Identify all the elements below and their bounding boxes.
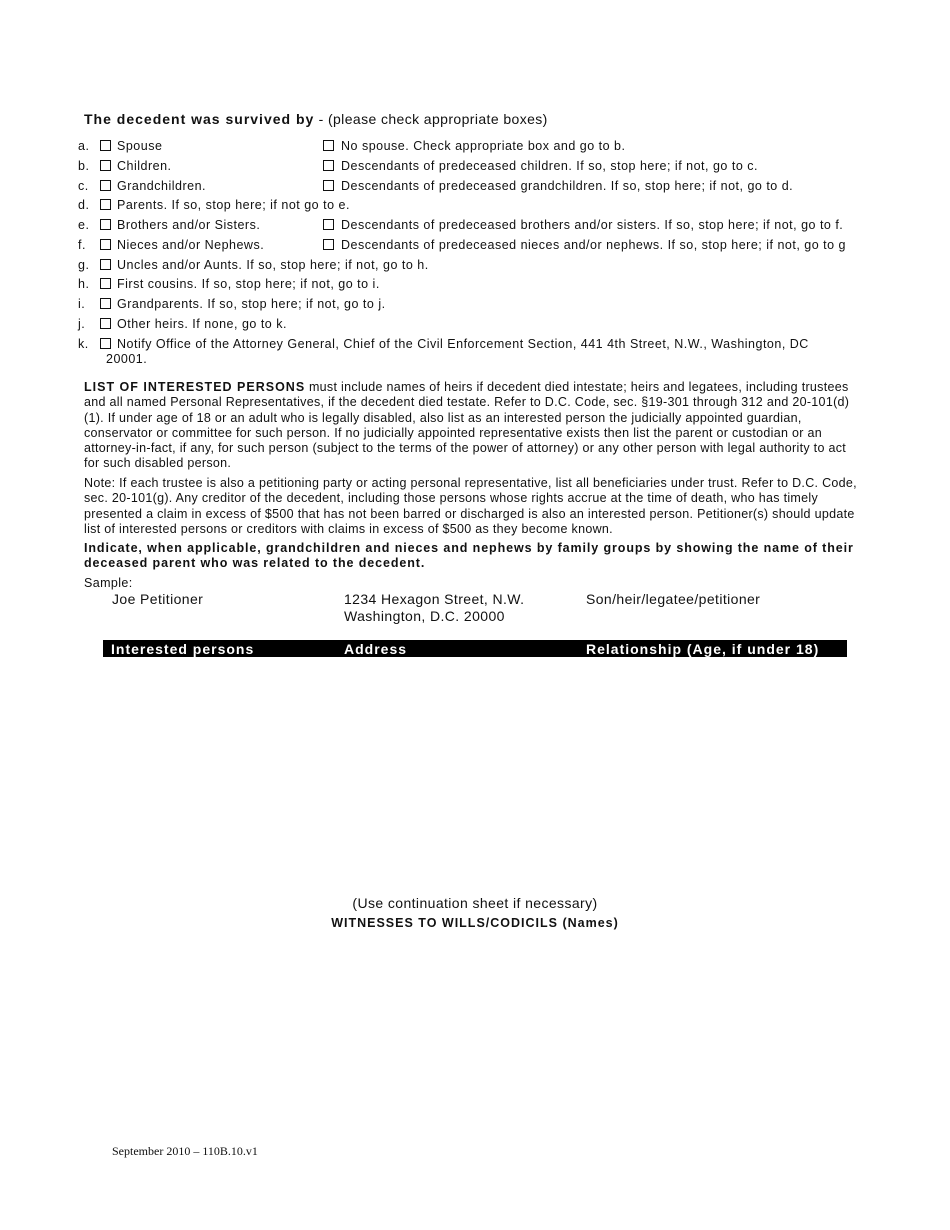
row-left-text: Spouse [117,139,163,153]
row-right-text: Descendants of predeceased children. If so, stop here; if not, go to c. [341,159,758,173]
row-left-text: Brothers and/or Sisters. [117,218,261,232]
interested-persons-table-header [103,640,847,657]
row-label: e. [78,218,90,232]
siblings-checkbox[interactable] [100,219,111,230]
survived-heading-rest: - (please check appropriate boxes) [314,111,548,127]
row-right-text: Descendants of predeceased brothers and/or sisters. If so, stop here; if not, go to f. [341,218,844,232]
row-k-continuation [0,352,950,370]
row-e [0,218,950,236]
row-b [0,159,950,177]
row-left-text: Grandchildren. [117,179,206,193]
header-address: Address [344,641,408,657]
row-left-text: Children. [117,159,172,173]
row-label: b. [78,159,90,173]
survived-heading [84,111,548,127]
trustee-note: Note: If each trustee is also a petitioning party or acting personal representative, list all beneficiaries under trust. Refer to D.C. Code, sec. 20-101(g). Any creditor of the decedent, including those persons whose rights accrue at the time of death, who has timely presented a claim in excess of $500 that has not been barred or discharged is also an interested person. Petitioner(s) should update list of interested persons or creditors with claims in excess of $500 as they become known. [84,476,857,536]
row-left-text: First cousins. If so, stop here; if not, go to i. [117,277,380,291]
row-i [0,297,950,315]
interested-persons-lead: LIST OF INTERESTED PERSONS [84,380,306,394]
row-label: k. [78,337,89,351]
row-f [0,238,950,256]
first-cousins-checkbox[interactable] [100,278,111,289]
row-d [0,198,950,216]
no-spouse-checkbox[interactable] [323,140,334,151]
descendants-children-checkbox[interactable] [323,160,334,171]
row-continuation-text: 20001. [106,352,148,366]
other-heirs-checkbox[interactable] [100,318,111,329]
nieces-nephews-checkbox[interactable] [100,239,111,250]
row-a [0,139,950,157]
witnesses-heading: WITNESSES TO WILLS/CODICILS (Names) [331,916,619,930]
row-label: j. [78,317,86,331]
descendants-grandchildren-checkbox[interactable] [323,180,334,191]
row-j [0,317,950,335]
row-label: c. [78,179,89,193]
row-g [0,258,950,276]
continuation-note: (Use continuation sheet if necessary) [352,895,598,911]
parents-checkbox[interactable] [100,199,111,210]
row-c [0,179,950,197]
row-left-text: Parents. If so, stop here; if not go to e. [117,198,350,212]
grandparents-checkbox[interactable] [100,298,111,309]
notify-attorney-general-checkbox[interactable] [100,338,111,349]
row-label: f. [78,238,86,252]
header-interested-persons: Interested persons [111,641,255,657]
descendants-siblings-checkbox[interactable] [323,219,334,230]
sample-address-line1: 1234 Hexagon Street, N.W. [344,591,525,607]
sample-address-line2: Washington, D.C. 20000 [344,608,505,624]
header-relationship: Relationship (Age, if under 18) [586,641,820,657]
row-h [0,277,950,295]
children-checkbox[interactable] [100,160,111,171]
row-right-text: Descendants of predeceased nieces and/or nephews. If so, stop here; if not, go to g [341,238,846,252]
sample-label: Sample: [84,576,133,590]
row-left-text: Notify Office of the Attorney General, Chief of the Civil Enforcement Section, 441 4th Street, N.W., Washington, DC [117,337,809,351]
row-right-text: No spouse. Check appropriate box and go to b. [341,139,626,153]
sample-relationship: Son/heir/legatee/petitioner [586,591,761,607]
row-label: i. [78,297,86,311]
interested-persons-instructions [84,380,864,472]
row-label: h. [78,277,90,291]
form-version-footer: September 2010 – 110B.10.v1 [112,1144,258,1158]
row-left-text: Other heirs. If none, go to k. [117,317,287,331]
interested-persons-text: must include names of heirs if decedent died intestate; heirs and legatees, including trustees and all named Personal Representatives, if the decedent died testate. Refer to D.C. Code, sec. §19-301 through 312 and 20-101(d)(1). If under age of 18 or an adult who is legally disabled, also list as an interested person the judicially appointed guardian, conservator or committee for such person. If no judicially appointed representative exists then list the parent or custodian or an attorney-in-fact, if any, for such person (subject to the terms of the power of attorney) or any other person with legal authority to act for such disabled person. [84,380,850,471]
grandchildren-checkbox[interactable] [100,180,111,191]
row-right-text: Descendants of predeceased grandchildren. If so, stop here; if not, go to d. [341,179,794,193]
sample-name: Joe Petitioner [112,591,204,607]
uncles-aunts-checkbox[interactable] [100,259,111,270]
row-label: d. [78,198,90,212]
row-label: g. [78,258,90,272]
row-left-text: Grandparents. If so, stop here; if not, go to j. [117,297,386,311]
row-label: a. [78,139,90,153]
descendants-nieces-nephews-checkbox[interactable] [323,239,334,250]
survived-heading-bold: The decedent was survived by [84,111,315,127]
row-left-text: Nieces and/or Nephews. [117,238,265,252]
spouse-checkbox[interactable] [100,140,111,151]
row-left-text: Uncles and/or Aunts. If so, stop here; if not, go to h. [117,258,429,272]
family-groups-instruction: Indicate, when applicable, grandchildren and nieces and nephews by family groups by showing the name of their deceased parent who was related to the decedent. [84,541,854,571]
